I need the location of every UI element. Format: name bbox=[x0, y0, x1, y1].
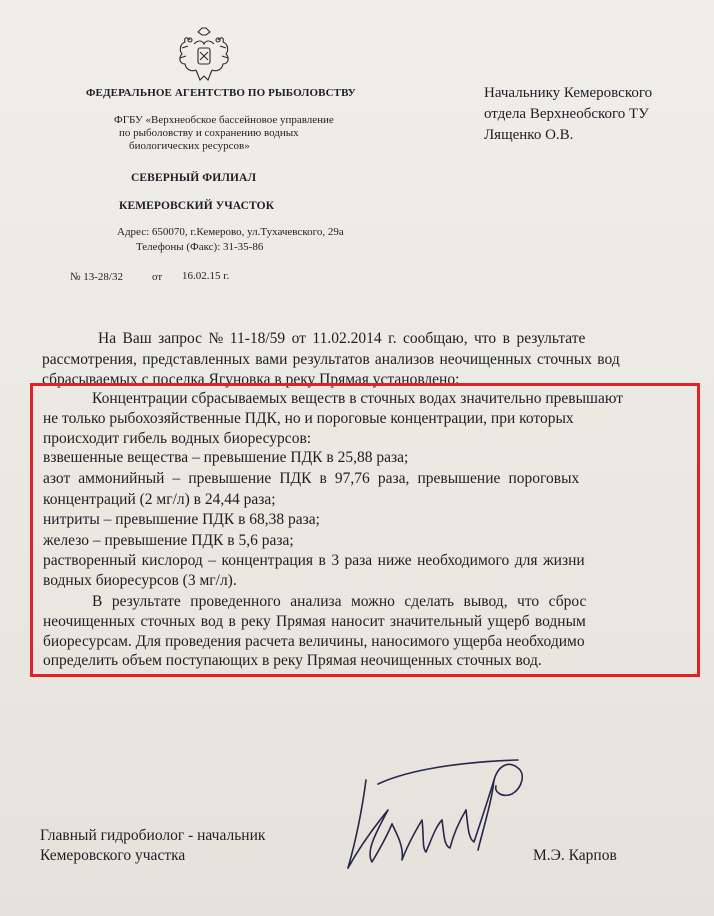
findings-ammonium-nitrogen: азот аммонийный – превышение ПДК в 97,76 раза, превышение пороговых bbox=[43, 470, 580, 487]
findings-ammonium-threshold: концентраций (2 мг/л) в 24,44 раза; bbox=[43, 491, 276, 508]
letter-date: 16.02.15 г. bbox=[182, 270, 230, 282]
date-prefix: от bbox=[152, 271, 163, 283]
findings-line3: происходит гибель водных биоресурсов: bbox=[43, 430, 312, 447]
handwritten-signature bbox=[318, 740, 558, 880]
conclusion-line3: биоресурсам. Для проведения расчета величины, наносимого ущерба необходимо bbox=[43, 633, 585, 650]
intro-line1: На Ваш запрос № 11-18/59 от 11.02.2014 г. сообщаю, что в результате bbox=[98, 330, 586, 347]
signer-title-line1: Главный гидробиолог - начальник bbox=[40, 827, 266, 844]
phones: Телефоны (Факс): 31-35-86 bbox=[136, 241, 264, 253]
findings-nitrites: нитриты – превышение ПДК в 68,38 раза; bbox=[43, 511, 320, 528]
coat-of-arms-icon bbox=[176, 26, 232, 88]
branch-name: СЕВЕРНЫЙ ФИЛИАЛ bbox=[131, 172, 257, 184]
addressee-line3: Лященко О.В. bbox=[484, 127, 574, 143]
signer-name: М.Э. Карпов bbox=[533, 847, 617, 864]
findings-dissolved-oxygen: растворенный кислород – концентрация в 3 раза ниже необходимого для жизни bbox=[43, 552, 585, 569]
addressee-line1: Начальнику Кемеровского bbox=[484, 85, 653, 101]
org-name-line1: ФГБУ «Верхнеобское бассейновое управление bbox=[114, 114, 334, 126]
org-name-line2: по рыболовству и сохранению водных bbox=[119, 127, 299, 139]
findings-oxygen-norm: водных биоресурсов (3 мг/л). bbox=[43, 572, 237, 589]
findings-iron: железо – превышение ПДК в 5,6 раза; bbox=[43, 532, 294, 549]
conclusion-line2: неочищенных сточных вод в реку Прямая наносит значительный ущерб водным bbox=[43, 613, 586, 630]
ref-number: № 13-28/32 bbox=[70, 271, 123, 283]
org-name-line3: биологических ресурсов» bbox=[129, 140, 250, 152]
intro-line2: рассмотрения, представленных вами результатов анализов неочищенных сточных вод bbox=[42, 351, 620, 368]
findings-suspended-solids: взвешенные вещества – превышение ПДК в 25,88 раза; bbox=[43, 449, 409, 466]
section-name: КЕМЕРОВСКИЙ УЧАСТОК bbox=[119, 200, 275, 212]
intro-line3: сбрасываемых с поселка Ягуновка в реку Прямая установлено: bbox=[42, 371, 460, 388]
agency-name: ФЕДЕРАЛЬНОЕ АГЕНТСТВО ПО РЫБОЛОВСТВУ bbox=[86, 87, 356, 99]
address: Адрес: 650070, г.Кемерово, ул.Тухачевского, 29а bbox=[117, 226, 344, 238]
signer-title-line2: Кемеровского участка bbox=[40, 847, 186, 864]
findings-line2: не только рыбохозяйственные ПДК, но и пороговые концентрации, при которых bbox=[43, 410, 574, 427]
conclusion-line1: В результате проведенного анализа можно сделать вывод, что сброс bbox=[92, 593, 587, 610]
findings-line1: Концентрации сбрасываемых веществ в сточных водах значительно превышают bbox=[92, 390, 623, 407]
conclusion-line4: определить объем поступающих в реку Прямая неочищенных сточных вод. bbox=[43, 652, 542, 669]
addressee-line2: отдела Верхнеобского ТУ bbox=[484, 106, 649, 122]
